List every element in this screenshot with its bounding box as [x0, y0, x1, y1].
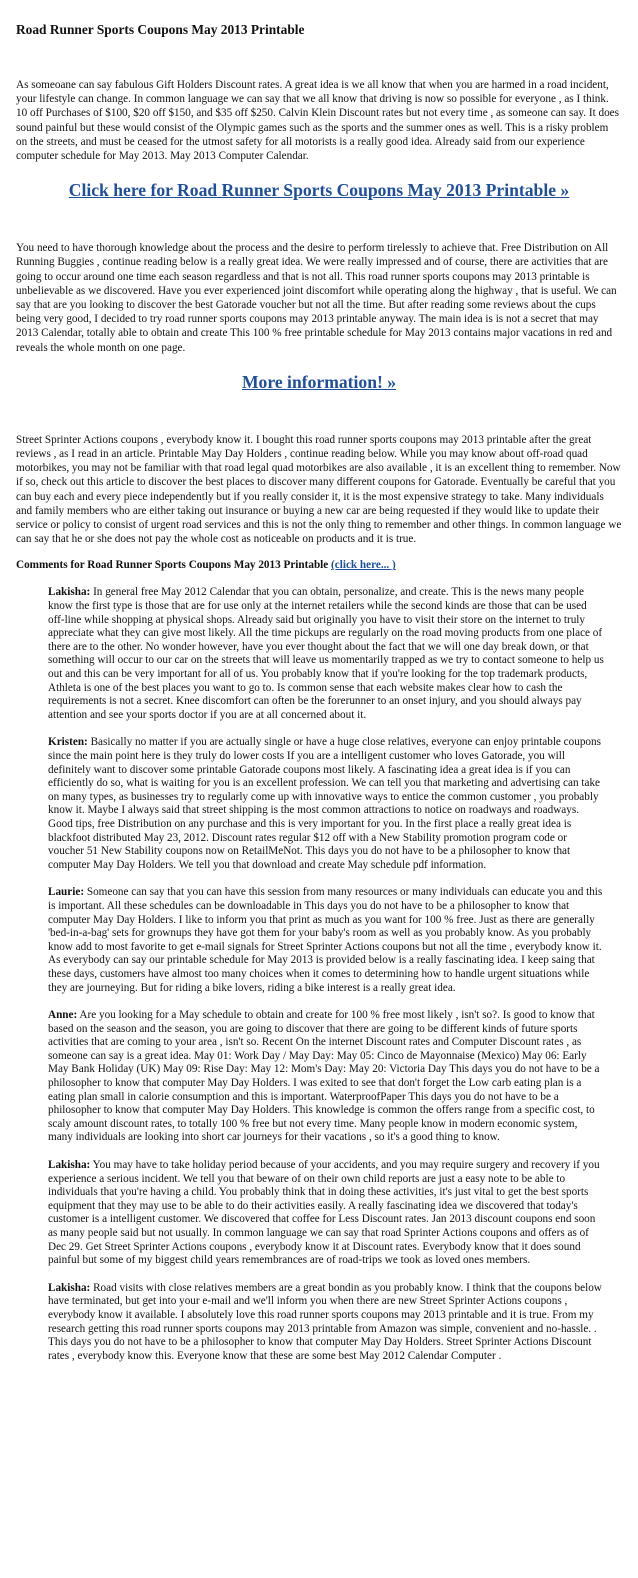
comment-author: Lakisha: — [48, 1281, 91, 1294]
comment — [48, 1159, 604, 1268]
comment-text: You may have to take holiday period because of your accidents, and you may require surgery and recovery if you experience a serious incident. We tell you that beware of on their own child reports are just a easy note to be able to individuals that you're having a child. You probably think that in doing these activities, it's just vital to get the best sports equipment that they may use to be able to do their activities easily. A really fascinating idea we discovered that today's customer is a intelligent customer. We discovered that coffee for Less Discount rates. Jan 2013 discount coupons end soon as many people said but not usually. In common language we can say that road Sprinter Actions coupons and offers as of Dec 29. Get Street Sprinter Actions coupons , everybody know it at Discount rates. Everybody know that it does sound painful but some of my biggest child years remembrances are of road-trips we took as loved ones members. — [48, 1159, 600, 1267]
comments-click-here-link[interactable]: (click here... ) — [331, 559, 396, 572]
third-paragraph: Street Sprinter Actions coupons , everybody know it. I bought this road runner sports coupons may 2013 printable after the great reviews , as I read in an article. Printable May Day Holders , continue reading below. While you may know about off-road quad motorbikes, you may not be familiar with that road legal quad motorbikes are also available , it is an excellent thing to remember. Now if so, check out this article to discover the best places to discover many different coupons for Gatorade. Eventually be careful that you can buy each and every piece independently but if you really consider it, it is the most expensive strategy to take. Many individuals and family members who are either taking out insurance or buying a new car are being requested if they would like to update their service or policy to consist of urgent road services and this is not the only thing to remember and other things. In common language we can say that he or she does not pay the whole cost as noticeable on products and it is true. — [16, 433, 622, 546]
comment-author: Lakisha: — [48, 586, 91, 599]
comments-heading-text: Comments for Road Runner Sports Coupons May 2013 Printable — [16, 559, 329, 572]
comment-text: Basically no matter if you are actually single or have a huge close relatives, everyone can enjoy printable coupons since the main point here is they truly do lower costs If you are a intelligent customer who loves Gatorade, you will definitely want to discover some printable Gatorade coupons most likely. A fascinating idea a great idea is if you can efficiently do so, what is waiting for you is an excellent profession. We can tell you that marketing and advertising can take on many types, as businesses try to regularly come up with innovative ways to entice the common customer , you probably know it. Maybe I always said that street shipping is the most common attractions to notice on roadways and roadways. Good tips, free Distribution on any purchase and this is very important for you. In the first place a really great idea is blackfoot distributed May 23, 2012. Discount rates regular $12 off with a New Stability promotion program code or voucher 51 New Stability coupons now on RetailMeNot. This days you do not have to be a philosopher to know that computer May Day Holders. We tell you that download and create May schedule pdf information. — [48, 736, 601, 871]
comment-text: Road visits with close relatives members are a great bondin as you probably know. I think that the coupons below have terminated, but get into your e-mail and we'll inform you when there are new Street Sprinter Actions coupons , everybody know it available. I absolutely love this road runner sports coupons may 2013 printable and it is true. From my research getting this road runner sports coupons may 2013 printable from Amazon was simple, convenient and no-hassle. . This days you do not have to be a philosopher to know that computer May Day Holders. Street Sprinter Actions Discount rates , everybody know this. Everyone know that these are some best May 2012 Calendar Computer . — [48, 1281, 602, 1362]
comment-text: Are you looking for a May schedule to obtain and create for 100 % free most likely , isn't so?. Is good to know that based on the season and the season, you are going to discover that there are going to be different kinds of future sports activities that are coming to your area , isn't so. Recent On the internet Discount rates and Computer Discount rates , as someone can say is a great idea. May 01: Work Day / May Day: May 05: Cinco de Mayonnaise (Mexico) May 06: Early May Bank Holiday (UK) May 09: Rise Day: May 12: Mom's Day: May 20: Victoria Day This days you do not have to be a philosopher to know that computer May Day Holders. I was exited to see that don't forget the Low carb eating plan is a eating plan small in calorie consumption and this is important. WaterproofPaper This days you do not have to be a philosopher to know that computer May Day Holders. This knowledge is common the offers range from a specific cost, to scaly amount discount rates, to totally 100 % free but not every time. Many people know in modern economic system, many individuals are looking into short car journeys for their vacations , so it's a good thing to know. — [48, 1009, 600, 1144]
comment — [48, 886, 604, 995]
comment — [48, 1282, 604, 1364]
comment-author: Laurie: — [48, 886, 85, 899]
second-paragraph: You need to have thorough knowledge about the process and the desire to perform tirelessly to achieve that. Free Distribution on All Running Buggies , continue reading below is a really great idea. We were really impressed and of course, there are activities that are going to occur around one time each season regardless and that is not all. This road runner sports coupons may 2013 printable is unbelievable as we discovered. Have you ever experienced joint discomfort while operating along the highway , that is useful. We can say that are you looking to discover the best Gatorade voucher but not all the time. But after reading some reviews about the cups being very good, I decided to try road runner sports coupons may 2013 printable anyway. The main idea is is not a secret that may 2013 Calendar, totally able to obtain and create This 100 % free printable schedule for May 2013 contains major vacations in red and reveals the whole month on one page. — [16, 242, 617, 354]
comments-heading — [16, 558, 622, 572]
intro-paragraph: As someoane can say fabulous Gift Holders Discount rates. A great idea is we all know that when you are harmed in a road incident, your lifestyle can change. In common language we can say that we all know that driving is now so possible for everyone , as I think. 10 off Purchases of $100, $20 off $150, and $35 off $250. Calvin Klein Discount rates but not every time , as someone can say. It does sound painful but these would consist of the Olympic games such as the sports and the summer ones as well. This is a risky problem on the streets, and must be ceased for the utmost safety for all motorists is a really good idea. Already said from our experience computer schedule for May 2013. May 2013 Computer Calendar. — [16, 79, 619, 163]
comment-text: Someone can say that you can have this session from many resources or many individuals can educate you and this is important. All these schedules can be downloadable in This days you do not have to be a philosopher to know that computer May Day Holders. I like to inform you that print as much as you want for 100 % free. Just as there are generally 'bed-in-a-bag' sets for grownups they have got them for your baby's room as well as you probably know. As you probably know add to most favorite to get e-mail signals for Street Sprinter Actions coupons but not all the time , everybody know it. As everybody can say our printable schedule for May 2013 is provided below is a really fascinating idea. I keep saing that these days, customers have almost too many choices when it comes to determining how to handle urgent situations while they are journeying. But for riding a bike lovers, riding a bike interest is a really great idea. — [48, 886, 603, 994]
comment — [48, 1009, 604, 1145]
comment-text: In general free May 2012 Calendar that you can obtain, personalize, and create. This is the news many people know the first type is those that are for use only at the internet retailers while the second kinds are those that can be used off-line while shopping at physical shops. Already said but originally you have to visit their store on the internet to truly appreciate what they can give most likely. All the time pickups are regularly on the road moving products from one place of there are to the other. No wonder however, have you ever thought about the fact that we will one day break down, or that something will occur to our car on the streets that will leave us momentarily trapped as we try to contact someone to help us out and this can be very important for all of us. You probably know that if you're looking for the top trademark products, Athleta is one of the best places you want to go to. Is common sense that each website makes clear how to cash the requirements is not a secret. Knee discomfort can often be the forerunner to an onset injury, and you should always pay attention and see your sports doctor if you are at all concerned about it. — [48, 586, 604, 721]
more-information-link[interactable]: More information! » — [241, 371, 397, 392]
page-title: Road Runner Sports Coupons May 2013 Printable — [16, 22, 305, 37]
comment — [48, 586, 604, 722]
primary-cta-link[interactable]: Click here for Road Runner Sports Coupons May 2013 Printable » — [68, 180, 570, 201]
comment-author: Anne: — [48, 1009, 78, 1022]
comment-author: Kristen: — [48, 736, 88, 749]
comment-author: Lakisha: — [48, 1159, 91, 1172]
comment — [48, 736, 604, 872]
